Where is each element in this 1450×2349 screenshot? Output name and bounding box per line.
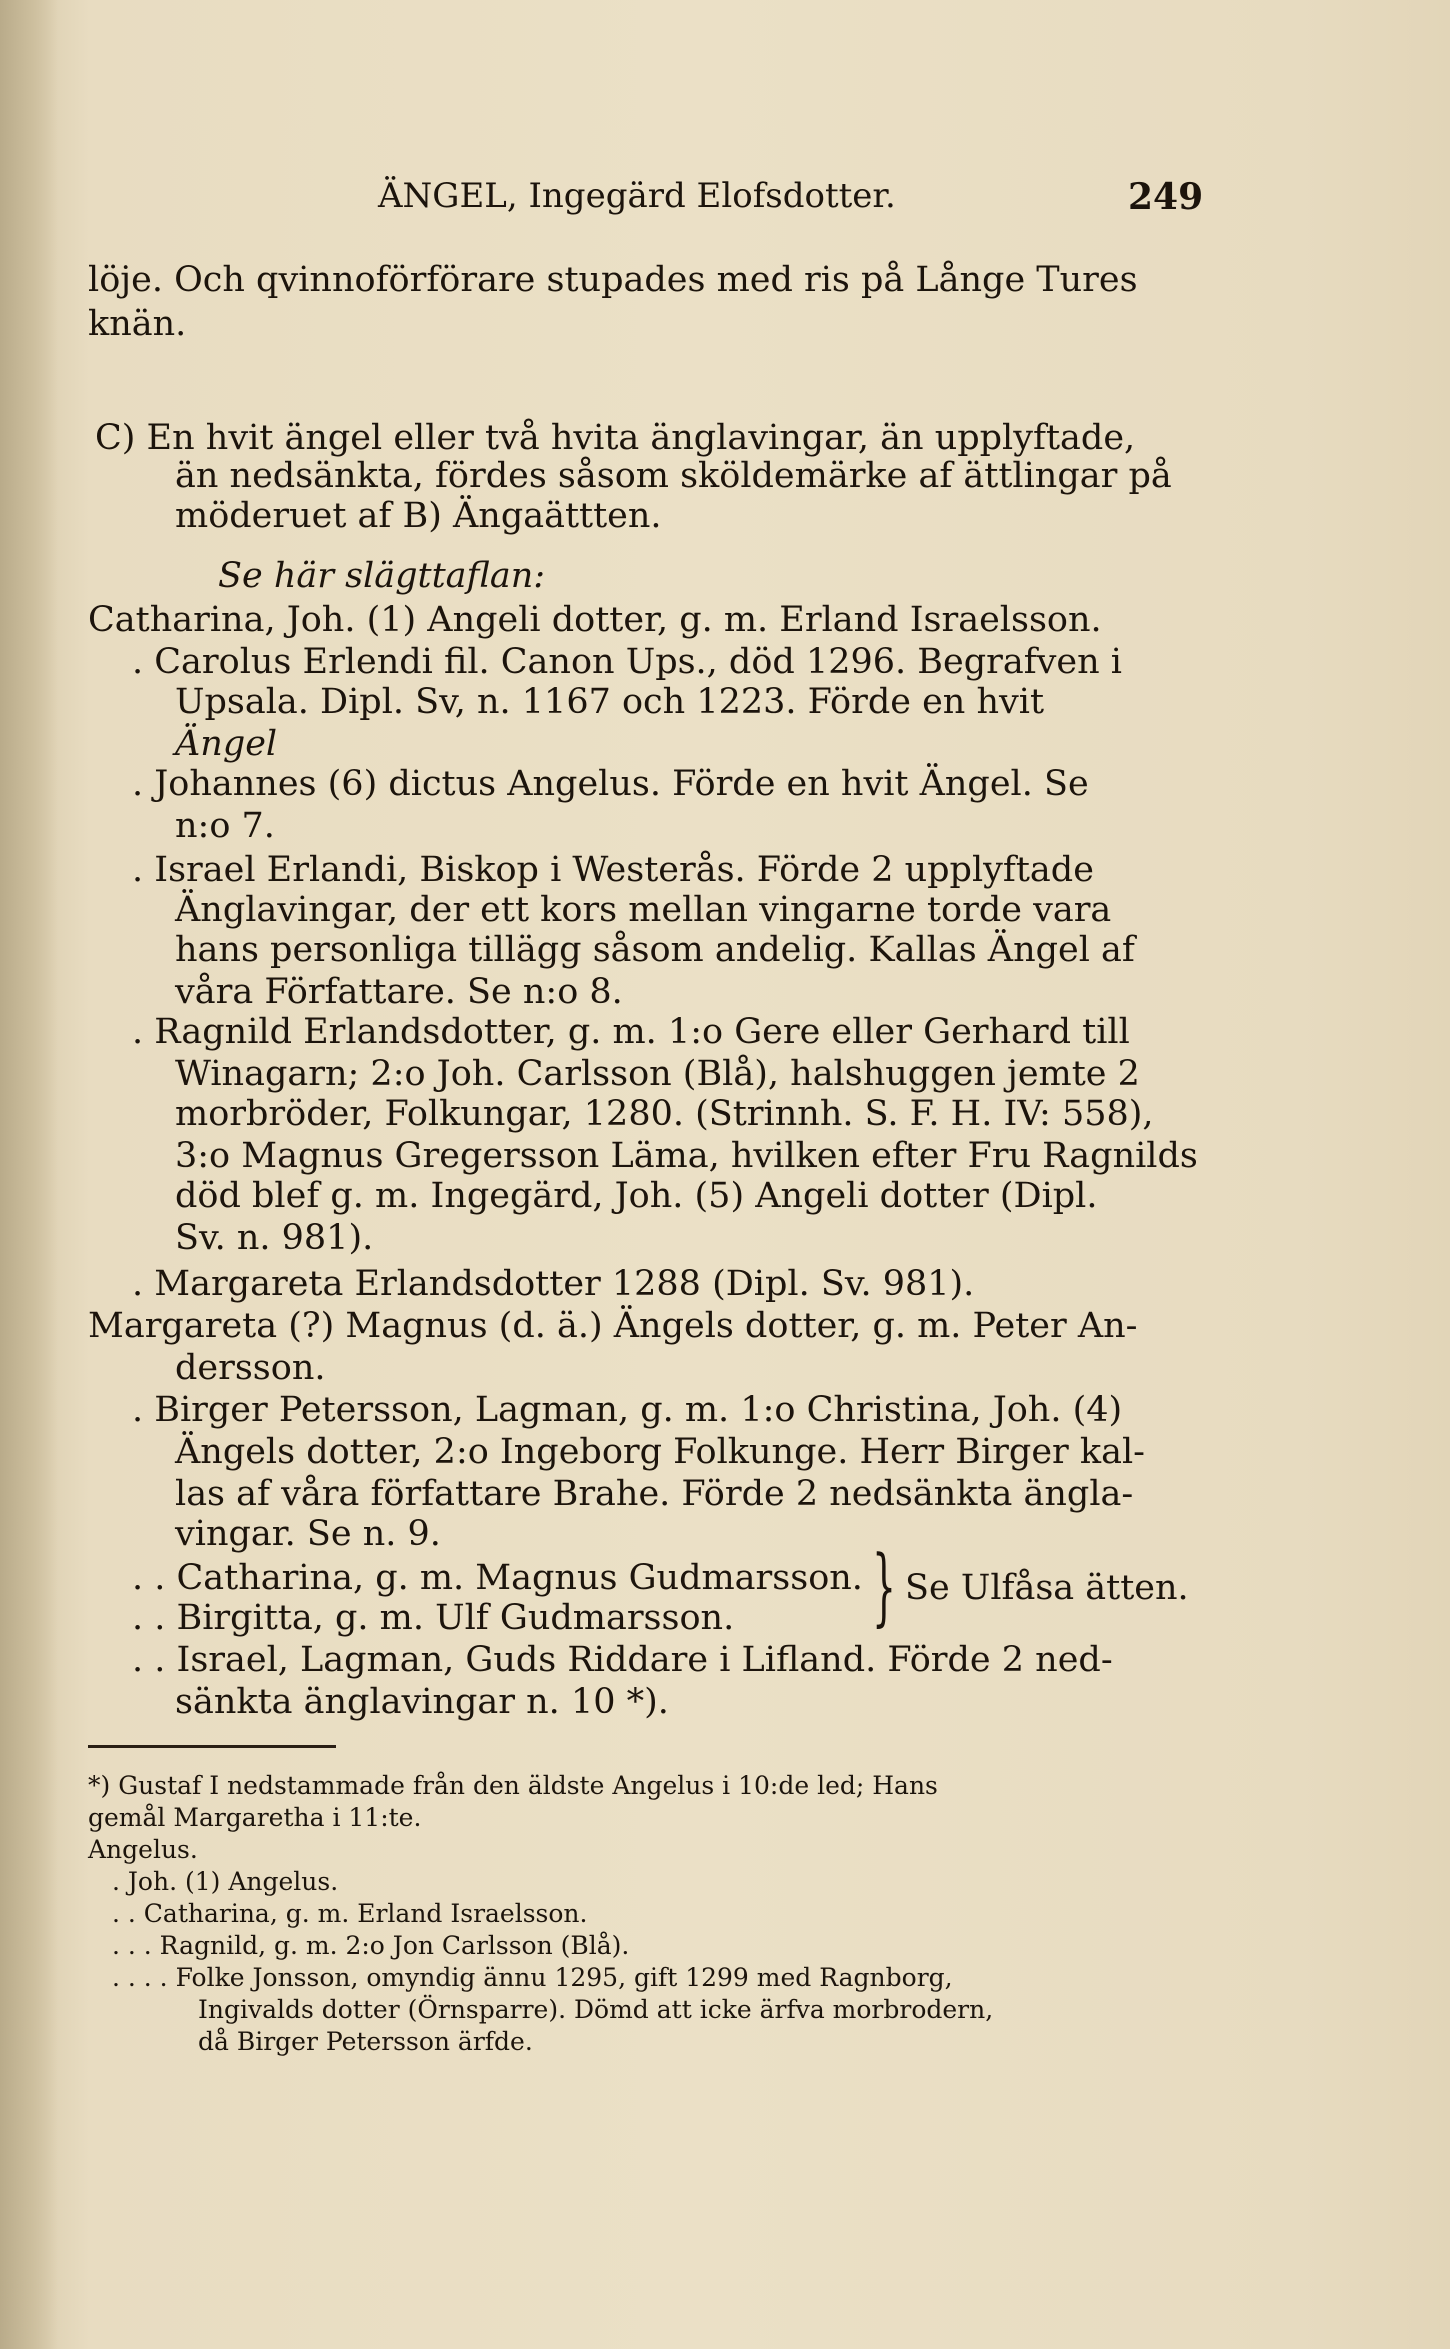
- text-line: Ängels dotter, 2:o Ingeborg Folkunge. Herr Birger kal-: [175, 1432, 1145, 1472]
- text-line: Margareta (?) Magnus (d. ä.) Ängels dotter, g. m. Peter An-: [88, 1306, 1138, 1346]
- footnote-rule: [88, 1745, 336, 1748]
- text-line: Änglavingar, der ett kors mellan vingarne torde vara: [175, 890, 1112, 930]
- text-line: . Margareta Erlandsdotter 1288 (Dipl. Sv. 981).: [132, 1264, 975, 1304]
- text-line: . . Israel, Lagman, Guds Riddare i Lifland. Förde 2 ned-: [132, 1640, 1113, 1680]
- text-line: morbröder, Folkungar, 1280. (Strinnh. S. F. H. IV: 558),: [175, 1094, 1154, 1134]
- footnote-line: . . Catharina, g. m. Erland Israelsson.: [112, 1899, 588, 1928]
- text-line: . Ragnild Erlandsdotter, g. m. 1:o Gere eller Gerhard till: [132, 1012, 1130, 1052]
- text-line: knän.: [88, 304, 187, 344]
- text-line: dersson.: [175, 1348, 326, 1388]
- footnote-line: . . . Ragnild, g. m. 2:o Jon Carlsson (Blå).: [112, 1931, 630, 1960]
- page-number: 249: [1128, 176, 1204, 218]
- footnote-line: . Joh. (1) Angelus.: [112, 1867, 339, 1896]
- text-line: löje. Och qvinnoförförare stupades med ris på Långe Tures: [88, 260, 1138, 300]
- text-line: hans personliga tillägg såsom andelig. Kallas Ängel af: [175, 930, 1135, 970]
- brace-symbol: }: [872, 1537, 897, 1635]
- footnote-line: Ingivalds dotter (Örnsparre). Dömd att icke ärfva morbrodern,: [198, 1995, 994, 2024]
- text-line: n:o 7.: [175, 806, 275, 846]
- text-line: död blef g. m. Ingegärd, Joh. (5) Angeli dotter (Dipl.: [175, 1176, 1098, 1216]
- text-line: Ängel: [175, 724, 278, 764]
- text-line: Sv. n. 981).: [175, 1218, 374, 1258]
- footnote-line: Angelus.: [88, 1835, 198, 1864]
- text-line: vingar. Se n. 9.: [175, 1514, 441, 1554]
- header-title: ÄNGEL, Ingegärd Elofsdotter.: [378, 176, 896, 216]
- brace-note: Se Ulfåsa ätten.: [905, 1568, 1189, 1608]
- text-line: . . Birgitta, g. m. Ulf Gudmarsson.: [132, 1598, 735, 1638]
- text-line: Winagarn; 2:o Joh. Carlsson (Blå), halshuggen jemte 2: [175, 1054, 1140, 1094]
- text-line: . . Catharina, g. m. Magnus Gudmarsson.: [132, 1558, 863, 1598]
- footnote-line: *) Gustaf I nedstammade från den äldste Angelus i 10:de led; Hans: [88, 1771, 938, 1800]
- running-header: [378, 176, 896, 216]
- footnote-line: . . . . Folke Jonsson, omyndig ännu 1295, gift 1299 med Ragnborg,: [112, 1963, 953, 1992]
- text-line: . Birger Petersson, Lagman, g. m. 1:o Christina, Joh. (4): [132, 1390, 1123, 1430]
- text-line: 3:o Magnus Gregersson Läma, hvilken efter Fru Ragnilds: [175, 1136, 1198, 1176]
- text-line: Upsala. Dipl. Sv, n. 1167 och 1223. Förde en hvit: [175, 682, 1045, 722]
- text-line: möderuet af B) Ängaättten.: [175, 496, 662, 536]
- text-line: . Carolus Erlendi fil. Canon Ups., död 1296. Begrafven i: [132, 642, 1122, 682]
- text-line: C) En hvit ängel eller två hvita änglavingar, än upplyftade,: [95, 418, 1136, 458]
- text-line: las af våra författare Brahe. Förde 2 nedsänkta ängla-: [175, 1474, 1134, 1514]
- page-edge: [0, 0, 58, 2349]
- text-line: . Johannes (6) dictus Angelus. Förde en hvit Ängel. Se: [132, 764, 1089, 804]
- footnote-line: då Birger Petersson ärfde.: [198, 2027, 533, 2056]
- text-line: än nedsänkta, fördes såsom sköldemärke af ättlingar på: [175, 456, 1172, 496]
- text-line: våra Författare. Se n:o 8.: [175, 972, 623, 1012]
- text-line: Se här slägttaflan:: [218, 556, 546, 596]
- footnote-line: gemål Margaretha i 11:te.: [88, 1803, 422, 1832]
- text-line: . Israel Erlandi, Biskop i Westerås. Förde 2 upplyftade: [132, 850, 1094, 890]
- text-line: Catharina, Joh. (1) Angeli dotter, g. m. Erland Israelsson.: [88, 600, 1102, 640]
- text-line: sänkta änglavingar n. 10 *).: [175, 1682, 669, 1722]
